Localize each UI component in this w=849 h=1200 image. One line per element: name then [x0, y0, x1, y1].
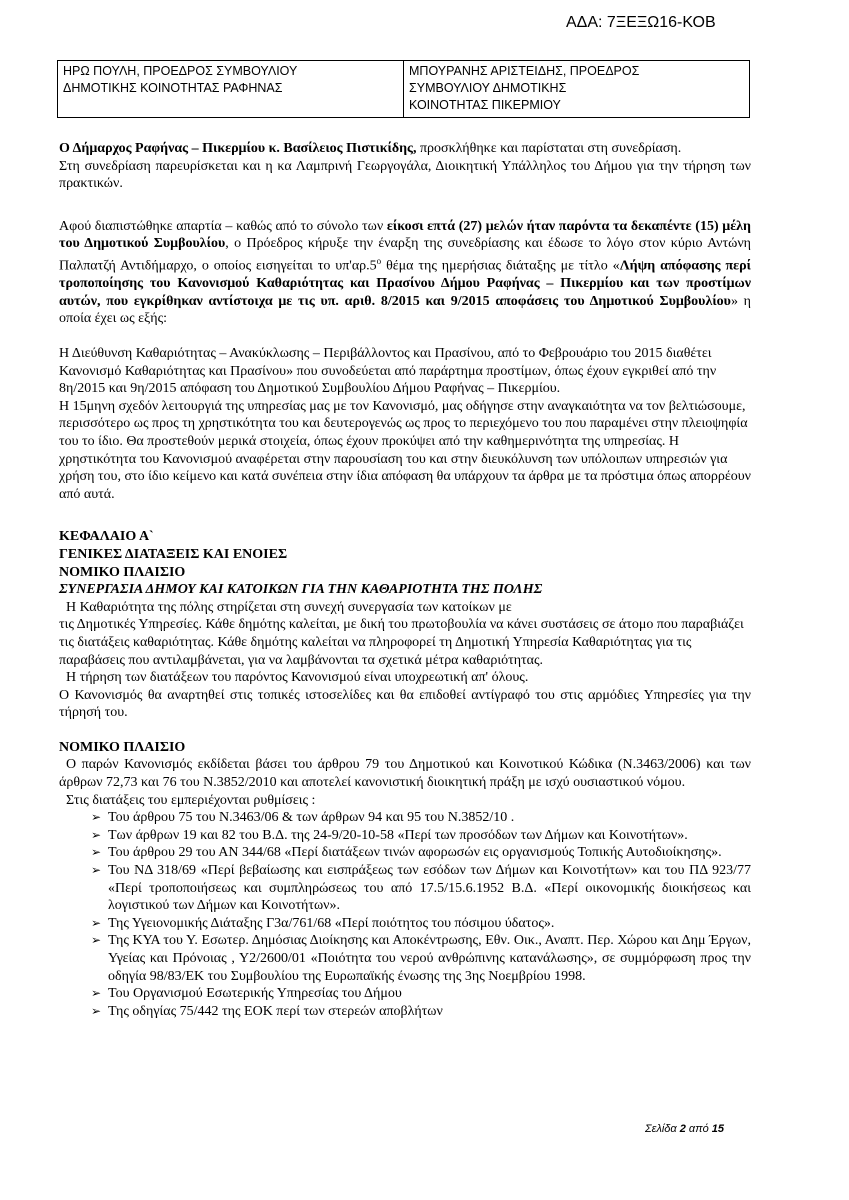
ada-code: ΑΔΑ: 7ΞΕΞΩ16-ΚΟΒ: [566, 14, 716, 31]
list-item: [91, 1003, 751, 1021]
arrow-bullet-icon: ➢: [91, 845, 102, 860]
quorum-text: » η οποία έχει ως εξής:: [59, 293, 751, 327]
mayor-paragraph: [59, 140, 751, 158]
list-item: [91, 915, 751, 933]
arrow-bullet-icon: ➢: [91, 986, 102, 1001]
chapter-title: ΚΕΦΑΛΑΙΟ Α`: [59, 529, 154, 545]
mayor-text: προσκλήθηκε και παρίσταται στη συνεδρίαση.: [416, 141, 682, 156]
superscript: ο: [376, 255, 382, 266]
signature-line: ΚΟΙΝΟΤΗΤΑΣ ΠΙΚΕΡΜΙΟΥ: [409, 98, 561, 112]
quorum-text: Αφού διαπιστώθηκε απαρτία – καθώς από το σύνολο των: [59, 218, 387, 234]
legal-paragraph: Ο παρών Κανονισμός εκδίδεται βάσει του άρθρου 79 του Δημοτικού και Κοινοτικού Κώδικα (Ν.3463/2006) και των άρθρων 72,73 και 76 του Ν.3852/2010 και αποτελεί κανονιστική διοικητική πράξη με ισχύ ουσιαστικού νόμου.: [59, 757, 751, 791]
list-item-text: Του άρθρου 75 του Ν.3463/06 & των άρθρων 94 και 95 του Ν.3852/10 .: [108, 810, 515, 826]
list-item: [91, 862, 751, 915]
arrow-bullet-icon: ➢: [91, 1003, 102, 1018]
list-item: [91, 932, 751, 985]
footer-text: από: [685, 1123, 712, 1135]
cooperation-heading: ΣΥΝΕΡΓΑΣΙΑ ΔΗΜΟΥ ΚΑΙ ΚΑΤΟΙΚΩΝ ΓΙΑ ΤΗΝ ΚΑΘΑΡΙΟΤΗΤΑ ΤΗΣ ΠΟΛΗΣ: [59, 582, 543, 598]
arrow-bullet-icon: ➢: [91, 933, 102, 948]
list-item-text: Της ΚΥΑ του Υ. Εσωτερ. Δημόσιας Διοίκησης και Αποκέντρωσης, Εθν. Οικ., Αναπτ. Περ. Χώρου και Δημ Έργων, Υγείας και Πρόνοιας , Υ2/2600/01 «Ποιότητα του νερού ανθρώπινης κατανάλωσης», σε συμμόρφωση προς την οδηγία 98/83/ΕΚ του Συμβουλίου της Ευρωπαϊκής ένωσης της 3ης Νοεμβρίου 1998.: [108, 933, 751, 984]
signature-line: ΗΡΩ ΠΟΥΛΗ, ΠΡΟΕΔΡΟΣ ΣΥΜΒΟΥΛΙΟΥ: [63, 64, 298, 78]
legal-paragraph: Στις διατάξεις του εμπεριέχονται ρυθμίσεις :: [66, 792, 316, 808]
directorate-paragraph: Η Διεύθυνση Καθαριότητας – Ανακύκλωσης – Περιβάλλοντος και Πρασίνου, από το Φεβρουάριο του 2015 διαθέτει Κανονισμό Καθαριότητας και Πρασίνου» που συνοδεύεται από παράρτημα προστίμων, όπως έχουν εγκριθεί από την 8η/2015 και 9η/2015 απόφαση του Δημοτικού Συμβουλίου Δήμου Ραφήνας – Πικερμίου.: [59, 346, 717, 397]
chapter-subtitle: ΓΕΝΙΚΕΣ ΔΙΑΤΑΞΕΙΣ ΚΑΙ ΕΝΟΙΕΣ: [59, 546, 288, 562]
cooperation-paragraph: Ο Κανονισμός θα αναρτηθεί στις τοπικές ιστοσελίδες και θα επιδοθεί αντίγραφό του στις αρμόδιες Υπηρεσίες για την τήρησή του.: [59, 687, 751, 721]
mayor-name: Ο Δήμαρχος Ραφήνας – Πικερμίου κ. Βασίλειος Πιστικίδης,: [59, 141, 417, 156]
cooperation-paragraph: τις Δημοτικές Υπηρεσίες. Κάθε δημότης καλείται, με δική του πρωτοβουλία να κάνει συστάσεις σε άτομο που παραβιάζει τις διατάξεις καθαριότητας. Κάθε δημότης καλείται να πληροφορεί τη Δημοτική Υπηρεσία Καθαριότητας για τις παραβάσεις που αντιλαμβάνεται, για να λαμβάνονται τα σχετικά μέτρα καθαριότητας.: [59, 617, 744, 668]
signature-line: ΜΠΟΥΡΑΝΗΣ ΑΡΙΣΤΕΙΔΗΣ, ΠΡΟΕΔΡΟΣ: [409, 64, 640, 78]
quorum-bold: είκοσι επτά (27) μελών ήταν παρόντα τα δεκαπέντε (15) μέλη του Δημοτικού Συμβουλίου: [59, 218, 752, 252]
signature-right: [404, 61, 750, 118]
list-item: [91, 809, 751, 827]
list-item: [91, 985, 751, 1003]
page-footer: [594, 1123, 724, 1135]
page-number: 2: [679, 1123, 686, 1135]
quorum-text: θέμα της ημερήσιας διάταξης με τίτλο «: [381, 258, 620, 274]
signature-left: [58, 61, 404, 118]
agenda-title: Λήψη απόφασης περί τροποποίησης του Κανονισμού Καθαριότητας και Πρασίνου Δήμου Ραφήνας – Πικερμίου και των προστίμων αυτών, που εγκρίθηκαν αντίστοιχα με τις υπ. αριθ. 8/2015 και 9/2015 αποφάσεις του Δημοτικού Συμβουλίου: [59, 258, 751, 309]
list-item-text: Του Οργανισμού Εσωτερικής Υπηρεσίας του Δήμου: [108, 986, 402, 1002]
list-item-text: Της Υγειονομικής Διάταξης Γ3α/761/68 «Περί ποιότητος του πόσιμου ύδατος».: [108, 915, 555, 931]
quorum-text: , ο Πρόεδρος κήρυξε την έναρξη της συνεδρίασης και έδωσε το λόγο στον κύριο Αντώνη Παλπατζή Αντιδήμαρχο, ο οποίος εισηγείται το υπ'αρ.5: [59, 236, 752, 274]
legal-section-title: ΝΟΜΙΚΟ ΠΛΑΙΣΙΟ: [59, 739, 186, 755]
quorum-paragraph: [59, 218, 751, 328]
arrow-bullet-icon: ➢: [91, 915, 102, 930]
cooperation-paragraph: Η τήρηση των διατάξεων του παρόντος Κανονισμού είναι υποχρεωτική απ' όλους.: [66, 670, 529, 686]
legal-framework-heading: ΝΟΜΙΚΟ ΠΛΑΙΣΙΟ: [59, 564, 186, 580]
list-item: [91, 827, 751, 845]
provisions-list: [59, 809, 751, 1020]
list-item-text: Του ΝΔ 318/69 «Περί βεβαίωσης και εισπράξεως των εσόδων των Δήμων και Κοινοτήτων» και του ΠΔ 923/77 «Περί τροποποιήσεως και συμπληρώσεως του από 17.5/15.6.1952 Β.Δ. «Περί οικονομικής διοικήσεως και λογιστικού των Δήμων και Κοινοτήτων».: [108, 863, 751, 914]
clerk-paragraph: Στη συνεδρίαση παρευρίσκεται και η κα Λαμπρινή Γεωργογάλα, Διοικητική Υπάλληλος του Δήμου για την τήρηση των πρακτικών.: [59, 158, 751, 192]
document-body: [59, 140, 751, 1020]
list-item-text: Της οδηγίας 75/442 της ΕΟΚ περί των στερεών αποβλήτων: [108, 1003, 443, 1019]
list-item-text: Των άρθρων 19 και 82 του Β.Δ. της 24-9/20-10-58 «Περί των προσόδων των Δήμων και Κοινοτήτων».: [108, 827, 688, 843]
directorate-paragraph: Η 15μηνη σχεδόν λειτουργιά της υπηρεσίας μας με τον Κανονισμό, μας οδήγησε στην αναγκαιότητα να τον βελτιώσουμε, περισσότερο ως προς τη χρηστικότητα του και δευτερογενώς ως προς το περιεχόμενο του που παραμένει στην πλειοψηφία του το ίδιο. Θα προστεθούν μερικά στοιχεία, όπως έχουν προκύψει από την καθημερινότητα της υπηρεσίας. Η χρηστικότητα του Κανονισμού αναφέρεται στην παρουσίαση του και στην διευκόλυνση των υπόλοιπων υπηρεσιών για χρήση του, στο ίδιο κείμενο και κατά συνέπεια στην ίδια απόφαση θα υπάρχουν τα άρθρα με τα πρόστιμα όπως απορρέουν από αυτά.: [59, 398, 752, 502]
list-item: [91, 844, 751, 862]
signatures-table: [57, 60, 750, 118]
list-item-text: Του άρθρου 29 του ΑΝ 344/68 «Περί διατάξεων τινών αφορωσών εις οργανισμούς Τοπικής Αυτοδιοίκησης».: [108, 845, 722, 861]
footer-text: Σελίδα: [645, 1123, 680, 1135]
arrow-bullet-icon: ➢: [91, 810, 102, 825]
cooperation-paragraph: Η Καθαριότητα της πόλης στηρίζεται στη συνεχή συνεργασία των κατοίκων με: [66, 599, 512, 615]
arrow-bullet-icon: ➢: [91, 827, 102, 842]
page-total: 15: [711, 1123, 724, 1135]
arrow-bullet-icon: ➢: [91, 863, 102, 878]
signature-line: ΔΗΜΟΤΙΚΗΣ ΚΟΙΝΟΤΗΤΑΣ ΡΑΦΗΝΑΣ: [63, 81, 283, 95]
signature-line: ΣΥΜΒΟΥΛΙΟΥ ΔΗΜΟΤΙΚΗΣ: [409, 81, 567, 95]
